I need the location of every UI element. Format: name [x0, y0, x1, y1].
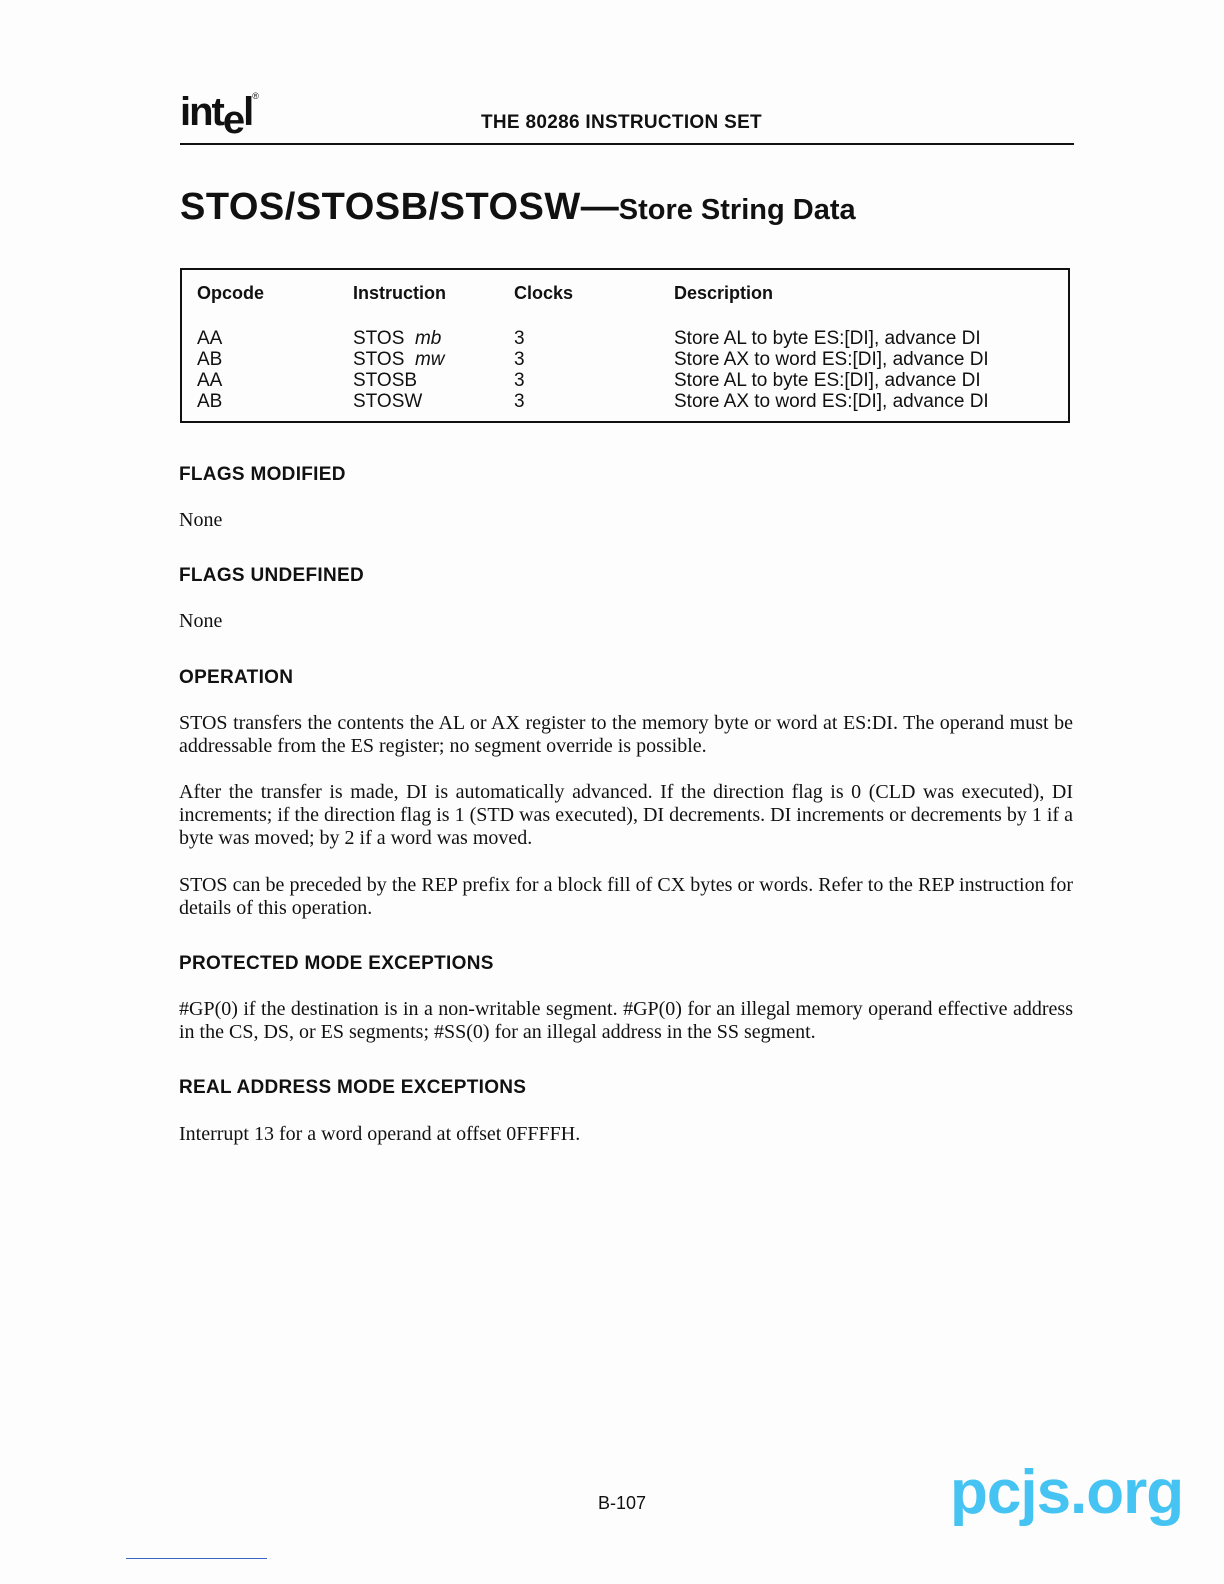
page-number: B-107 [598, 1493, 647, 1513]
operation-paragraph-2: After the transfer is made, DI is automatically advanced. If the direction flag is 0 (CLD was executed), DI increments; if the direction flag is 1 (STD was executed), DI decrements. DI increments or decrements by 1 if a byte was moved; by 2 if a word was moved. [179, 781, 1073, 849]
cell-instruction: STOS mb [353, 328, 442, 349]
table-row [182, 328, 1068, 349]
running-head: THE 80286 INSTRUCTION SET [481, 112, 762, 133]
cell-opcode: AB [197, 349, 223, 370]
flags-modified-heading: FLAGS MODIFIED [179, 464, 346, 485]
cell-clocks: 3 [514, 349, 525, 370]
header-opcode: Opcode [197, 283, 265, 303]
cell-instruction: STOSB [353, 370, 418, 391]
cell-instruction: STOSW [353, 391, 423, 412]
cell-operand: mw [414, 349, 445, 370]
real-mode-heading: REAL ADDRESS MODE EXCEPTIONS [179, 1077, 527, 1098]
cell-operand: mb [414, 328, 442, 349]
page-title [180, 186, 856, 229]
pcjs-watermark: pcjs.org [950, 1458, 1184, 1527]
operation-paragraph-1: STOS transfers the contents the AL or AX register to the memory byte or word at ES:DI. The operand must be addressable from the ES register; no segment override is possible. [179, 712, 1073, 757]
cell-opcode: AA [197, 370, 223, 391]
cell-opcode: AA [197, 328, 223, 349]
cell-description: Store AL to byte ES:[DI], advance DI [674, 328, 981, 349]
header-description: Description [674, 283, 774, 303]
intel-logo: intel® [180, 90, 259, 142]
title-dash: — [580, 186, 619, 228]
footer-link-underline[interactable] [126, 1558, 267, 1559]
cell-clocks: 3 [514, 328, 525, 349]
table-row [182, 391, 1068, 412]
header-clocks: Clocks [514, 283, 574, 303]
cell-description: Store AX to word ES:[DI], advance DI [674, 391, 989, 412]
cell-clocks: 3 [514, 391, 525, 412]
header-instruction: Instruction [353, 283, 446, 303]
flags-undefined-text: None [179, 610, 223, 632]
cell-description: Store AL to byte ES:[DI], advance DI [674, 370, 981, 391]
title-subtitle: Store String Data [618, 194, 856, 226]
opcode-table [180, 268, 1070, 423]
flags-undefined-heading: FLAGS UNDEFINED [179, 565, 364, 586]
flags-modified-text: None [179, 509, 223, 531]
operation-heading: OPERATION [179, 667, 294, 688]
table-row [182, 349, 1068, 370]
cell-clocks: 3 [514, 370, 525, 391]
header-rule [180, 143, 1074, 145]
title-mnemonics: STOS/STOSB/STOSW [180, 186, 581, 228]
table-row [182, 370, 1068, 391]
cell-instruction: STOS mw [353, 349, 445, 370]
cell-description: Store AX to word ES:[DI], advance DI [674, 349, 989, 370]
protected-mode-heading: PROTECTED MODE EXCEPTIONS [179, 953, 494, 974]
protected-mode-text: #GP(0) if the destination is in a non-writable segment. #GP(0) for an illegal memory operand effective address in the CS, DS, or ES segments; #SS(0) for an illegal address in the SS segment. [179, 998, 1073, 1043]
real-mode-text: Interrupt 13 for a word operand at offset 0FFFFH. [179, 1123, 581, 1145]
operation-paragraph-3: STOS can be preceded by the REP prefix for a block fill of CX bytes or words. Refer to the REP instruction for details of this operation. [179, 874, 1073, 919]
cell-opcode: AB [197, 391, 223, 412]
